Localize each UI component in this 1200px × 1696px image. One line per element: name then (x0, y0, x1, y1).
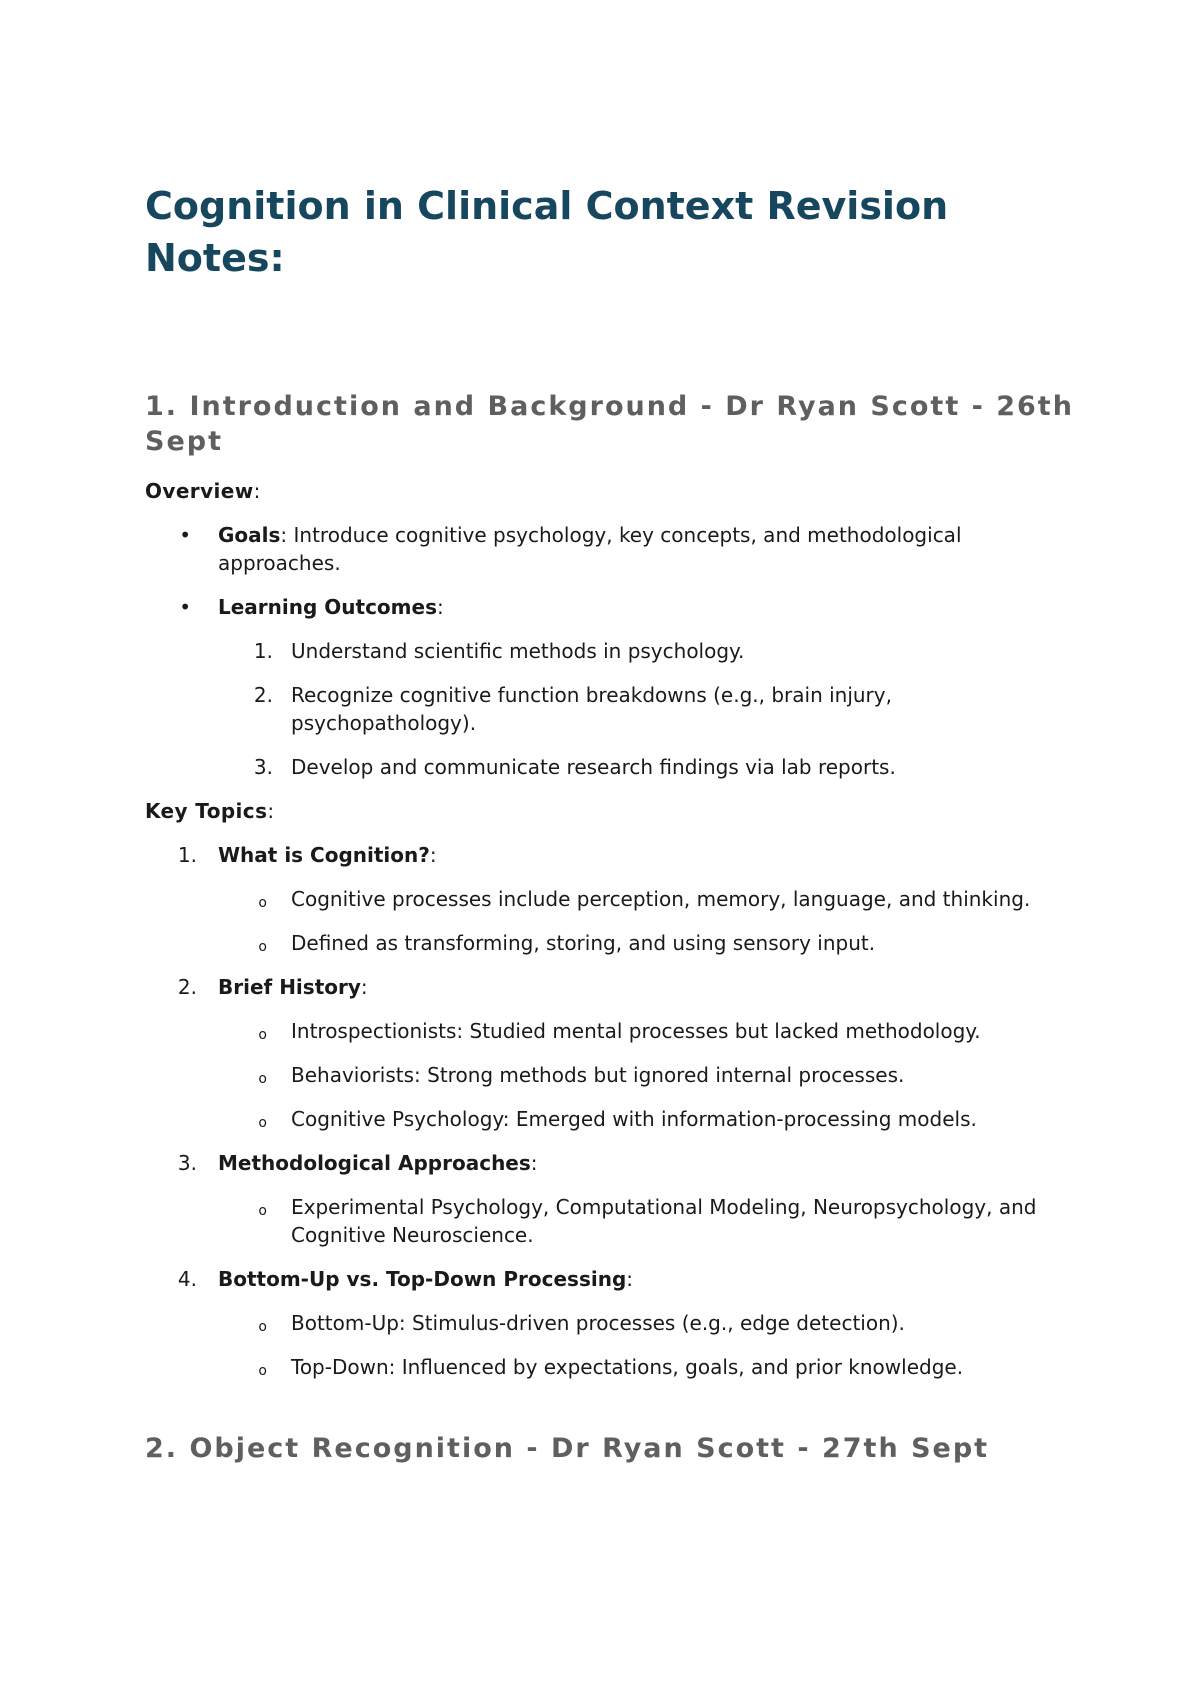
list-item-text: Behaviorists: Strong methods but ignored internal processes. (291, 1063, 905, 1087)
number-marker: 3. (253, 755, 273, 779)
topic-colon: : (360, 975, 368, 999)
goals-text: : Introduce cognitive psychology, key concepts, and methodological approaches. (218, 523, 962, 575)
number-marker: 2. (253, 683, 273, 707)
list-item-goals (145, 521, 1075, 577)
topic-heading: Brief History (218, 975, 361, 999)
learning-outcomes-label: Learning Outcomes (218, 595, 437, 619)
list-item-text: Cognitive Psychology: Emerged with information-processing models. (291, 1107, 977, 1131)
topic-what-is-cognition (145, 841, 1075, 869)
goals-label: Goals (218, 523, 281, 547)
key-topics-list (145, 841, 1075, 1381)
document-page (145, 180, 1075, 1466)
list-item (145, 1353, 1075, 1381)
topic-colon: : (530, 1151, 538, 1175)
number-marker: 1. (253, 639, 273, 663)
key-topics-label-text: Key Topics (145, 799, 268, 823)
topic-brief-history (145, 973, 1075, 1001)
list-item-text: Bottom-Up: Stimulus-driven processes (e.g., edge detection). (291, 1311, 905, 1335)
list-item (145, 1309, 1075, 1337)
topic-heading: Methodological Approaches (218, 1151, 531, 1175)
list-item-text: Recognize cognitive function breakdowns (e.g., brain injury, psychopathology). (291, 683, 892, 735)
circle-bullet-marker: o (258, 895, 267, 911)
key-topics-label (145, 797, 1075, 825)
list-item-text: Top-Down: Influenced by expectations, goals, and prior knowledge. (291, 1355, 964, 1379)
list-item-text: Understand scientific methods in psychology. (291, 639, 745, 663)
list-item (145, 885, 1075, 913)
list-item (145, 681, 1075, 737)
list-item-text: Defined as transforming, storing, and using sensory input. (291, 931, 876, 955)
overview-colon: : (253, 479, 261, 503)
number-marker: 3. (177, 1151, 197, 1175)
topic-bottom-up-vs-top-down (145, 1265, 1075, 1293)
list-item (145, 929, 1075, 957)
learning-outcomes-list (145, 637, 1075, 781)
learning-outcomes-colon: : (436, 595, 444, 619)
circle-bullet-marker: o (258, 1363, 267, 1379)
key-topics-colon: : (267, 799, 275, 823)
circle-bullet-marker: o (258, 1319, 267, 1335)
list-item (145, 1017, 1075, 1045)
topic-methodological-approaches (145, 1149, 1075, 1177)
number-marker: 2. (177, 975, 197, 999)
number-marker: 4. (177, 1267, 197, 1291)
topic-heading: Bottom-Up vs. Top-Down Processing (218, 1267, 627, 1291)
circle-bullet-marker: o (258, 1027, 267, 1043)
bullet-marker: • (179, 523, 191, 547)
circle-bullet-marker: o (258, 1115, 267, 1131)
list-item (145, 753, 1075, 781)
list-item-text: Experimental Psychology, Computational Modeling, Neuropsychology, and Cognitive Neuroscience. (291, 1195, 1037, 1247)
circle-bullet-marker: o (258, 939, 267, 955)
overview-label-text: Overview (145, 479, 254, 503)
list-item (145, 1061, 1075, 1089)
list-item-text: Develop and communicate research findings via lab reports. (291, 755, 896, 779)
list-item (145, 1105, 1075, 1133)
circle-bullet-marker: o (258, 1071, 267, 1087)
list-item-text: Cognitive processes include perception, memory, language, and thinking. (291, 887, 1031, 911)
circle-bullet-marker: o (258, 1203, 267, 1219)
overview-bullet-list (145, 521, 1075, 621)
overview-label (145, 477, 1075, 505)
section-2-heading: 2. Object Recognition - Dr Ryan Scott - 27th Sept (145, 1433, 990, 1464)
topic-colon: : (626, 1267, 634, 1291)
list-item-learning-outcomes (145, 593, 1075, 621)
document-title: Cognition in Clinical Context Revision Notes: (145, 184, 949, 280)
section-1-heading: 1. Introduction and Background - Dr Ryan Scott - 26th Sept (145, 391, 1074, 457)
topic-heading: What is Cognition? (218, 843, 430, 867)
bullet-marker: • (179, 595, 191, 619)
list-item-text: Introspectionists: Studied mental processes but lacked methodology. (291, 1019, 981, 1043)
list-item (145, 637, 1075, 665)
topic-colon: : (429, 843, 437, 867)
number-marker: 1. (177, 843, 197, 867)
list-item (145, 1193, 1075, 1249)
